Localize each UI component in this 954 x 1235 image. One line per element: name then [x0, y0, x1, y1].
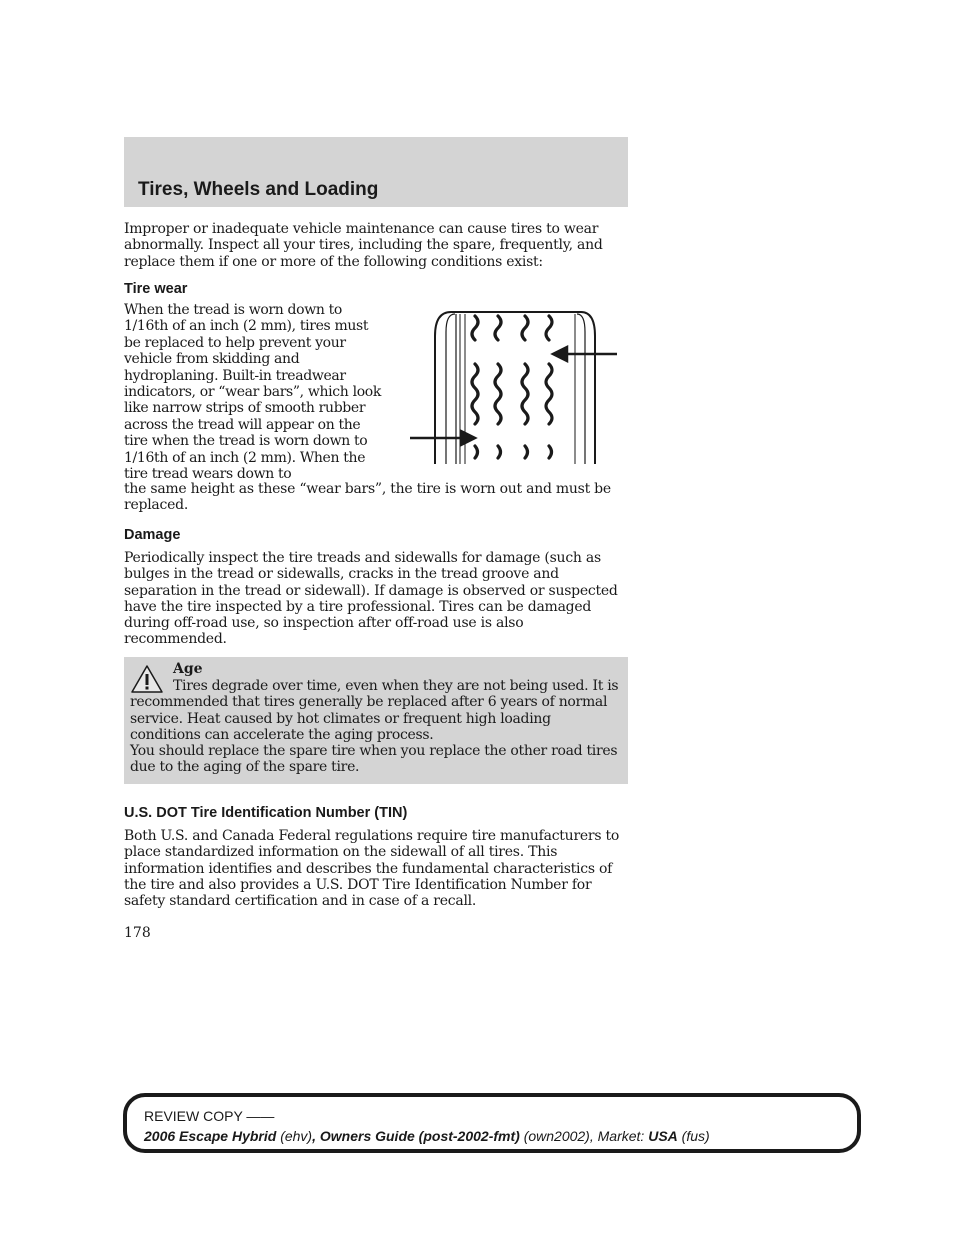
- footer-guide-code: (own2002): [523, 1128, 590, 1144]
- footer-separator: ,: [312, 1128, 320, 1144]
- section-title: Tires, Wheels and Loading: [138, 179, 379, 200]
- wear-bar-arrow-lower: [410, 431, 475, 445]
- footer-model-code: (ehv): [280, 1128, 313, 1144]
- tire-wear-paragraph: When the tread is worn down to 1/16th of an inch (2 mm), tires must be replaced to help prevent your vehicle from skidding and hydroplaning. Built-in treadwear indicators, or “wear bars”, which look like narrow strips of smooth rubber across the tread will appear on the tire when the tread is worn down to 1/16th of an inch (2 mm). When the tire tread wears down to: [124, 302, 381, 483]
- damage-heading: Damage: [124, 527, 181, 543]
- footer-market: USA: [648, 1128, 678, 1144]
- damage-paragraph: Periodically inspect the tire treads and sidewalls for damage (such as bulges in the tread or sidewalls, cracks in the tread groove and separation in the tread or sidewall). If damage is observed or suspected have the tire inspected by a tire professional. Tires can be damaged during off-road use, so inspection after off-road use is also recommended.: [124, 550, 618, 648]
- tire-wear-paragraph-continued: the same height as these “wear bars”, the tire is worn out and must be replaced.: [124, 481, 611, 514]
- review-copy-footer: [123, 1093, 861, 1153]
- tire-wear-bar-illustration: [405, 306, 620, 466]
- age-warning-text-spare: You should replace the spare tire when you replace the other road tires due to the aging of the spare tire.: [130, 743, 618, 776]
- age-warning-title: Age: [173, 661, 203, 677]
- tin-paragraph: Both U.S. and Canada Federal regulations require tire manufacturers to place standardized information on the sidewall of all tires. This information identifies and describes the fundamental characteristics of the tire and also provides a U.S. DOT Tire Identification Number for safety standard certification and in case of a recall.: [124, 828, 620, 910]
- age-warning-box: [124, 657, 628, 784]
- tin-heading: U.S. DOT Tire Identification Number (TIN): [124, 805, 408, 821]
- footer-review-copy: REVIEW COPY ——: [144, 1108, 275, 1124]
- age-warning-text: Tires degrade over time, even when they are not being used. It is recommended that tires generally be replaced after 6 years of normal service. Heat caused by hot climates or frequent high loading conditions can accelerate the aging process.: [130, 678, 619, 743]
- footer-market-code: (fus): [681, 1128, 710, 1144]
- footer-guide: Owners Guide (post-2002-fmt): [319, 1128, 520, 1144]
- tire-wear-heading: Tire wear: [124, 281, 188, 297]
- intro-paragraph: Improper or inadequate vehicle maintenance can cause tires to wear abnormally. Inspect all your tires, including the spare, frequently, and replace them if one or more of the following conditions exist:: [124, 221, 603, 270]
- footer-model: 2006 Escape Hybrid: [144, 1128, 277, 1144]
- footer-market-label: , Market:: [589, 1128, 649, 1144]
- section-header-band: [124, 137, 628, 207]
- page-number: 178: [124, 925, 151, 941]
- footer-document-info: [144, 1128, 710, 1144]
